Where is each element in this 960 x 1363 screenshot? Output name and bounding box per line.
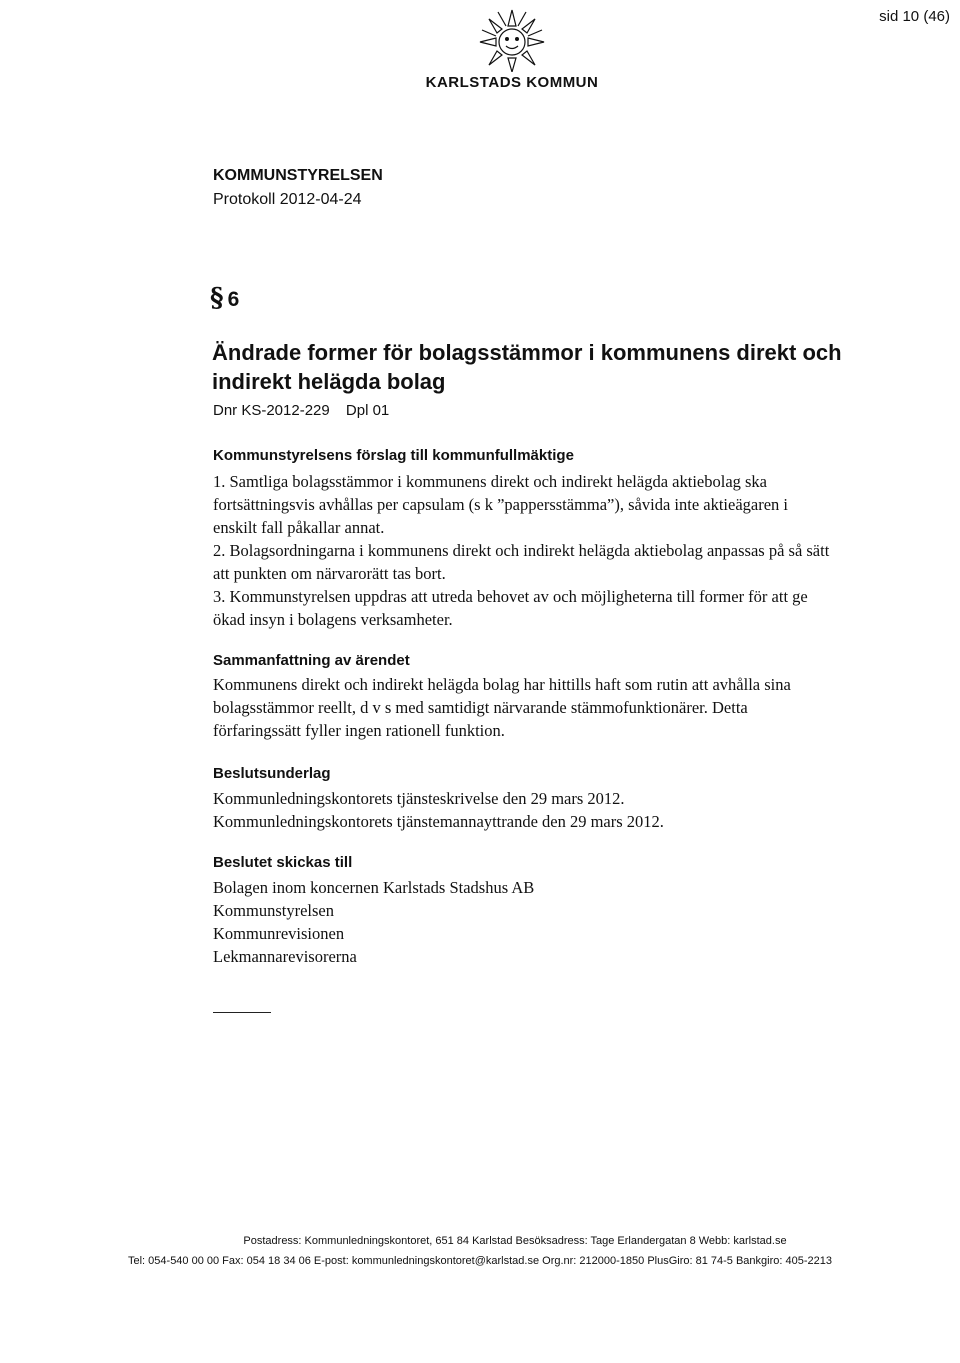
- paragraph-number-value: 6: [227, 288, 240, 311]
- recipients-heading: Beslutet skickas till: [213, 854, 353, 871]
- protocol-date: Protokoll 2012-04-24: [213, 191, 362, 208]
- sun-logo-icon: [476, 6, 548, 72]
- recipient-item: Kommunstyrelsen: [213, 901, 334, 920]
- paragraph-number: [210, 283, 239, 313]
- case-number: Dnr KS-2012-229: [213, 402, 330, 419]
- footer-contact-line: Tel: 054-540 00 00 Fax: 054 18 34 06 E-post: kommunledningskontoret@karlstad.se Org.nr: 212000-1850 PlusGiro: 81 74-5 Bankgiro: 405-2213: [128, 1255, 832, 1267]
- summary-text: Kommunens direkt och indirekt helägda bolag har hittills haft som rutin att avhålla sina bolagsstämmor reellt, d v s med samtidigt närvarande stämmofunktionärer. Detta förfaringssätt fyller ingen rationell funktion.: [213, 675, 791, 740]
- decision-basis-list: [213, 787, 833, 833]
- footer-address-line: Postadress: Kommunledningskontoret, 651 84 Karlstad Besöksadress: Tage Erlandergatan 8 Webb: karlstad.se: [243, 1235, 787, 1247]
- recipient-item: Lekmannarevisorerna: [213, 947, 357, 966]
- filing-code: Dpl 01: [345, 402, 390, 419]
- end-rule: [213, 1012, 271, 1013]
- proposal-item: 2. Bolagsordningarna i kommunens direkt och indirekt helägda aktiebolag anpassas på så sätt att punkten om närvarorätt tas bort.: [213, 541, 830, 583]
- decision-basis-item: Kommunledningskontorets tjänsteskrivelse den 29 mars 2012.: [213, 789, 625, 808]
- recipient-item: Bolagen inom koncernen Karlstads Stadshus AB: [213, 878, 535, 897]
- recipient-item: Kommunrevisionen: [213, 924, 345, 943]
- page-title: Ändrade former för bolagsstämmor i kommunens direkt och indirekt helägda bolag: [212, 340, 842, 394]
- decision-basis-item: Kommunledningskontorets tjänstemannayttrande den 29 mars 2012.: [213, 812, 664, 831]
- organization-name: KARLSTADS KOMMUN: [425, 74, 599, 91]
- recipients-list: [213, 876, 833, 968]
- case-reference: [213, 402, 389, 419]
- page-number: sid 10 (46): [879, 8, 950, 25]
- summary-heading: Sammanfattning av ärendet: [213, 652, 410, 669]
- proposal-list: [213, 470, 833, 631]
- section-sign: §: [210, 283, 224, 313]
- proposal-heading: Kommunstyrelsens förslag till kommunfullmäktige: [213, 447, 574, 464]
- decision-basis-heading: Beslutsunderlag: [213, 765, 331, 782]
- proposal-item: 3. Kommunstyrelsen uppdras att utreda behovet av och möjligheterna till former för att ge ökad insyn i bolagens verksamheter.: [213, 587, 808, 629]
- proposal-item: 1. Samtliga bolagsstämmor i kommunens direkt och indirekt helägda aktiebolag ska fortsättningsvis avhållas per capsulam (s k ”pappersstämma”), såvida inte aktieägaren i enskilt fall påkallar annat.: [213, 472, 789, 537]
- board-name: KOMMUNSTYRELSEN: [213, 167, 383, 184]
